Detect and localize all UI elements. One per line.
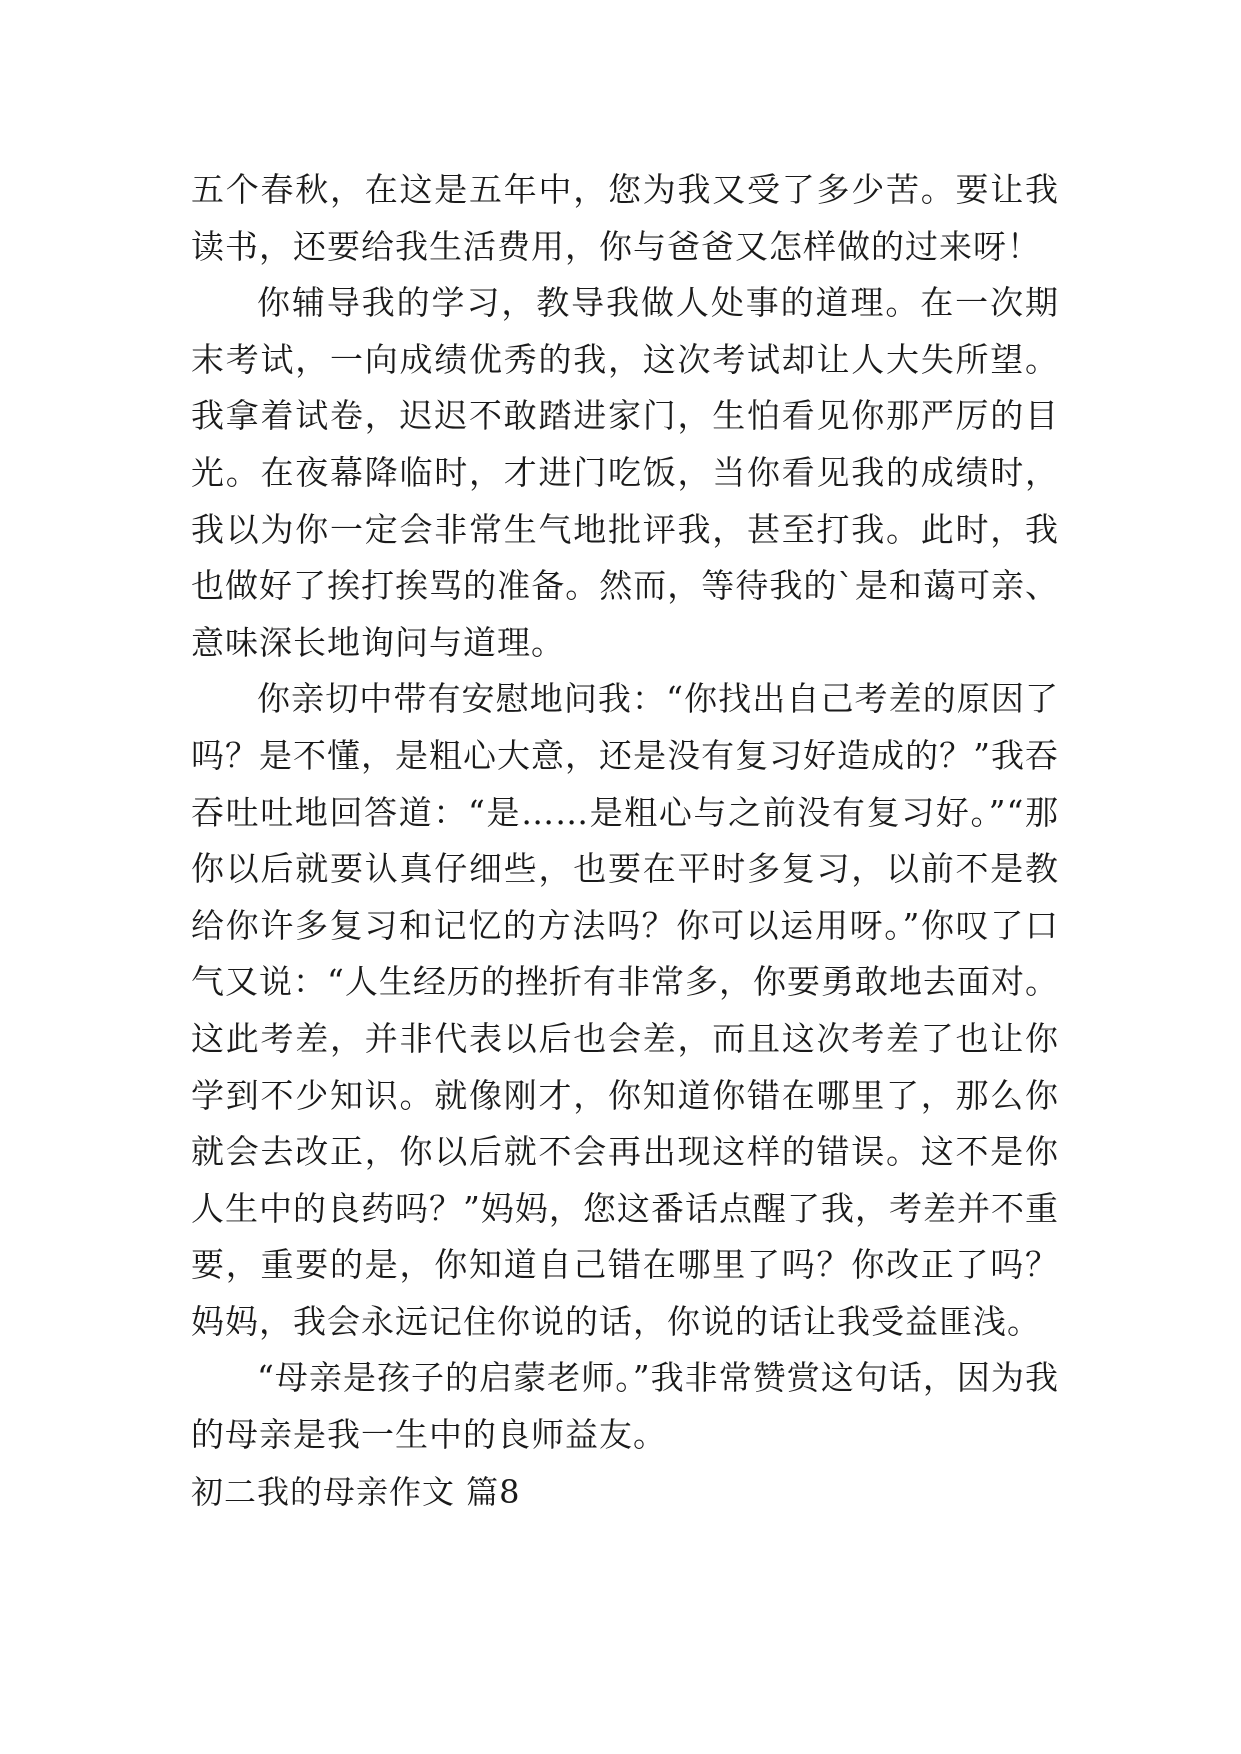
- paragraph-2: 你辅导我的学习，教导我做人处事的道理。在一次期末考试，一向成绩优秀的我，这次考试却让人大失所望。我拿着试卷，迟迟不敢踏进家门，生怕看见你那严厉的目光。在夜幕降临时，才进门吃饭，当你看见我的成绩时，我以为你一定会非常生气地批评我，甚至打我。此时，我也做好了挨打挨骂的准备。然而，等待我的`是和蔼可亲、意味深长地询问与道理。: [191, 283, 1059, 662]
- paragraph-3: 你亲切中带有安慰地问我：“你找出自己考差的原因了吗？是不懂，是粗心大意，还是没有复习好造成的？”我吞吞吐吐地回答道：“是……是粗心与之前没有复习好。”“那你以后就要认真仔细些，也要在平时多复习，以前不是教给你许多复习和记忆的方法吗？你可以运用呀。”你叹了口气又说：“人生经历的挫折有非常多，你要勇敢地去面对。这此考差，并非代表以后也会差，而且这次考差了也让你学到不少知识。就像刚才，你知道你错在哪里了，那么你就会去改正，你以后就不会再出现这样的错误。这不是你人生中的良药吗？”妈妈，您这番话点醒了我，考差并不重要，重要的是，你知道自己错在哪里了吗？你改正了吗？妈妈，我会永远记住你说的话，你说的话让我受益匪浅。: [191, 679, 1059, 1341]
- paragraph-1: 五个春秋，在这是五年中，您为我又受了多少苦。要让我读书，还要给我生活费用，你与爸爸又怎样做的过来呀！: [191, 170, 1059, 266]
- paragraph-4: “母亲是孩子的启蒙老师。”我非常赞赏这句话，因为我的母亲是我一生中的良师益友。: [191, 1358, 1059, 1455]
- essay-body: [191, 162, 1059, 1520]
- section-heading: 初二我的母亲作文 篇8: [191, 1472, 521, 1511]
